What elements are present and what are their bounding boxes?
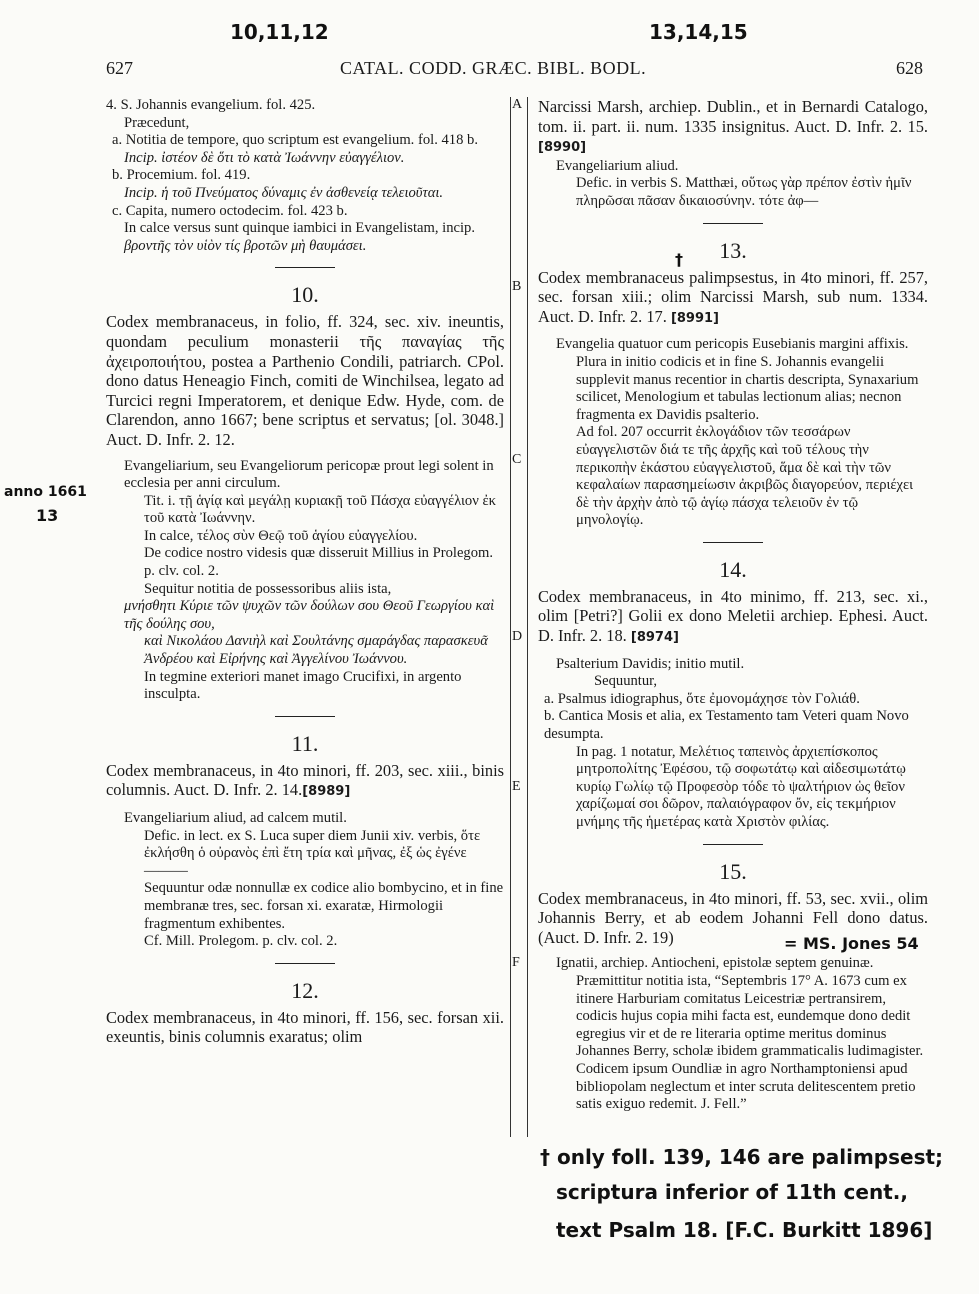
codex-14-handwritten-number: [8974] (630, 630, 679, 646)
column-divider-right (527, 97, 528, 1137)
codex-11-handwritten-number: [8989] (302, 784, 351, 800)
item-4-heading: 4. S. Johannis evangelium. fol. 425. (106, 97, 316, 113)
codex-12-detail-2: Defic. in verbis S. Matthæi, οὕτως γὰρ πρέπον ἐστὶν ἡμῖν πληρῶσαι πᾶσαν δικαιοσύνην. τότε ἀφ— (576, 175, 912, 209)
codex-13-text: Codex membranaceus palimpsestus, in 4to minori, ff. 257, sec. forsan xiii.; olim Narcissi Marsh, sub num. 1334. Auct. D. Infr. 2. 17. (538, 267, 928, 326)
section-rule (703, 542, 763, 543)
praecedunt-label: Præcedunt, (124, 114, 190, 131)
calce-note: In calce versus sunt quinque iambici in Evangelistam, incip. (124, 220, 475, 237)
incip-a: Incip. ἰστέον δὲ ὅτι τὸ κατὰ Ἰωάννην εὐαγγέλιον. (124, 149, 405, 166)
margin-letter-c: C (512, 452, 522, 467)
codex-11-detail-3: Sequuntur odæ nonnullæ ex codice alio bombycino, et in fine membranæ tres, sec. forsan xi. exaratæ, Hirmologii fragmentum exhibentes. (144, 880, 504, 932)
codex-13-handwritten-number: [8991] (670, 310, 720, 326)
codex-number-12: 12. (291, 977, 319, 1003)
margin-letter-b: B (512, 279, 522, 294)
codex-11-text: Codex membranaceus, in 4to minori, ff. 203, sec. xiii., binis columnis. Auct. D. Infr. 2. 14. (106, 760, 504, 800)
codex-11-detail-2: Defic. in lect. ex S. Luca super diem Junii xiv. verbis, ὅτε ἐκλήσθη ὁ οὐρανὸς ἐπὶ ἔτη τρία καὶ μῆνας, ἐξ ὡς ἐγένε——— (144, 827, 481, 879)
codex-11-description (106, 761, 504, 802)
margin-letter-d: D (512, 629, 523, 644)
codex-12-detail-1: Evangeliarium aliud. (556, 157, 679, 174)
codex-number-14: 14. (719, 556, 747, 582)
item-c: c. Capita, numero octodecim. fol. 423 b. (112, 202, 348, 219)
handwritten-top-left: 10,11,12 (230, 20, 329, 44)
codex-12-continuation-text: Narcissi Marsh, archiep. Dublin., et in Bernardi Catalogo, tom. ii. part. ii. num. 1335 insignitus. Auct. D. Infr. 2. 15. (538, 97, 928, 136)
section-rule (275, 963, 335, 964)
codex-13-detail-2: Plura in initio codicis et in fine S. Johannis evangelii supplevit manus recentior in chartis descripta, Synaxarium scilicet, Menologium et tabulas lectionum alias; necnon fragmenta ex Davidis psalterio. (576, 353, 919, 423)
handwritten-dagger: † (675, 250, 683, 269)
page-title: CATAL. CODD. GRÆC. BIBL. BODL. (340, 58, 647, 78)
codex-15-description: Codex membranaceus, in 4to minori, ff. 53, sec. xvii., olim Johannis Berry, et ab eodem Johanni Fell dono datus. (Auct. D. Infr. 2. 19) (538, 888, 928, 947)
codex-number-15: 15. (719, 858, 747, 884)
handwritten-ms-jones: = MS. Jones 54 (784, 934, 919, 953)
handwritten-margin-anno: anno 1661 (4, 484, 87, 500)
codex-14-text: Codex membranaceus, in 4to minimo, ff. 213, sec. xi., olim [Petri?] Golii ex dono Meletii archiep. Ephesi. Auct. D. Infr. 2. 18. (538, 586, 928, 646)
incip-b: Incip. ἡ τοῦ Πνεύματος δύναμις ἐν ἀσθενείᾳ τελειοῦται. (124, 184, 444, 201)
margin-letter-f: F (512, 955, 520, 970)
page-number-left: 627 (106, 58, 133, 78)
codex-14-detail-1: Psalterium Davidis; initio mutil. (556, 655, 745, 672)
codex-14-detail-3: a. Psalmus idiographus, ὅτε ἐμονομάχησε τὸν Γολιάθ. (544, 690, 860, 707)
codex-10-detail-7: καὶ Νικολάου Δανιὴλ καὶ Σουλτάνης σμαράγδας παρασκευᾶ Ἀνδρέου καὶ Εἰρήνης καὶ Ἀγγελίνου Ἰωάννου. (144, 633, 488, 668)
codex-10-detail-1: Evangeliarium, seu Evangeliorum pericopæ prout legi solent in ecclesia per anni circulum. (124, 457, 494, 492)
codex-10-detail-3: In calce, τέλος σὺν Θεῷ τοῦ ἁγίου εὐαγγελίου. (144, 527, 418, 544)
codex-10-description: Codex membranaceus, in folio, ff. 324, sec. xiv. ineuntis, quondam peculium monasterii τῆς παναγίας τῆς ἀχειροποιήτου, postea a Parthenio Condili, patriarch. CPol. dono datus Heneagio Finch, comiti de Winchilsea, legato ad Turcici regni Imperatorem, et denique Edw. Hyde, com. de Clarendon, anno 1667; bene scriptus et servatus; [ol. 3048.] Auct. D. Infr. 2. 12. (106, 312, 504, 449)
codex-15-detail-1: Ignatii, archiep. Antiocheni, epistolæ septem genuinæ. (556, 955, 874, 972)
item-a: a. Notitia de tempore, quo scriptum est evangelium. fol. 418 b. (112, 132, 478, 149)
codex-number-10: 10. (291, 282, 319, 308)
codex-14-description (538, 587, 928, 648)
codex-13-detail-3: Ad fol. 207 occurrit ἐκλογάδιον τῶν τεσσάρων εὐαγγελιστῶν διά τε τῆς ἀρχῆς καὶ τοῦ τέλους τὴν περικοπὴν ἑκάστου εὐαγγελιστοῦ, ἅμα δὲ καὶ τὴν τῶν κεφαλαίων παρασημείωσιν ἀκριβῶς διαγορεύον, περιέχει δὲ τὴν ἀρχὴν ἀπὸ τῷ ἁγίῳ πάσχα τελειοῦν ἐν τῷ μηνολογίῳ. (576, 424, 914, 529)
codex-10-detail-4: De codice nostro videsis quæ disseruit Millius in Prolegom. p. clv. col. 2. (144, 545, 494, 580)
codex-15-detail-2: Præmittitur notitia ista, “Septembris 17° A. 1673 cum ex itinere Harburiam comitatus Leicestriæ pertransirem, codicis hujus copia mihi facta est, eundemque dono dedit egregius vir et de re literaria optime meritus dominus Johannes Berry, scholæ ibidem grammaticalis ludimagister. Codicem ipsum Oundliæ in agro Northamptoniensi apud bibliopolam neglectum et inter scruta delitescentem pretio satis exiguo redemit. J. Fell.” (576, 972, 924, 1113)
codex-10-detail-2: Tit. i. τῇ ἁγίᾳ καὶ μεγάλῃ κυριακῇ τοῦ Πάσχα εὐαγγέλιον ἐκ τοῦ κατὰ Ἰωάννην. (144, 492, 496, 527)
codex-13-detail-1: Evangelia quatuor cum pericopis Eusebianis margini affixis. (556, 336, 909, 353)
codex-10-detail-5: Sequitur notitia de possessoribus aliis ista, (144, 580, 392, 597)
page-number-right: 628 (896, 58, 923, 78)
right-column (538, 97, 928, 1114)
section-rule (703, 844, 763, 845)
handwritten-note-line1: † only foll. 139, 146 are palimpsest; (540, 1145, 944, 1169)
handwritten-margin-13: 13 (36, 506, 59, 525)
codex-11-detail-1: Evangeliarium aliud, ad calcem mutil. (124, 810, 347, 826)
codex-12-continuation (538, 97, 928, 158)
codex-14-detail-4: b. Cantica Mosis et alia, ex Testamento tam Veteri quam Novo desumpta. (544, 708, 909, 743)
codex-11-detail-4: Cf. Mill. Prolegom. p. clv. col. 2. (144, 933, 338, 950)
item-b: b. Procemium. fol. 419. (112, 167, 251, 184)
codex-number-11: 11. (291, 730, 319, 756)
margin-letter-e: E (512, 779, 521, 794)
codex-12-description: Codex membranaceus, in 4to minori, ff. 156, sec. forsan xii. exeuntis, binis columnis exaratus; olim (106, 1007, 504, 1047)
codex-14-detail-2: Sequuntur, (594, 673, 658, 690)
codex-10-detail-8: In tegmine exteriori manet imago Crucifixi, in argento insculpta. (144, 668, 462, 703)
section-rule (703, 223, 763, 224)
handwritten-top-right: 13,14,15 (649, 20, 748, 44)
column-divider-left (510, 97, 511, 1137)
handwritten-note-line2: scriptura inferior of 11th cent., (556, 1180, 908, 1204)
codex-12-handwritten-number: [8990] (538, 140, 587, 156)
codex-13-description (538, 268, 928, 329)
section-rule (275, 267, 335, 268)
codex-14-detail-5: In pag. 1 notatur, Μελέτιος ταπεινὸς ἀρχιεπίσκοπος μητροπολίτης Ἐφέσου, τῷ σοφωτάτῳ καὶ αἰδεσιμωτάτῳ κυρίῳ Γωλίῳ τῷ Προφεσὸρ τόδε τὸ ψαλτήριον ὡς θεῖον χαρίζωμαί σοι δῶρον, παλαιόγραφον ὄν, εἰς τεκμήριον μνήμης τῆς ἡμετέρας κατὰ Χριστὸν φιλίας. (576, 743, 906, 830)
handwritten-note-line3: text Psalm 18. [F.C. Burkitt 1896] (556, 1218, 933, 1242)
margin-letter-a: A (512, 97, 523, 112)
left-column (106, 97, 504, 1047)
codex-number-13: 13. (719, 237, 747, 263)
codex-10-detail-6: μνήσθητι Κύριε τῶν ψυχῶν τῶν δούλων σου Θεοῦ Γεωργίου καὶ τῆς δούλης σου, (124, 598, 495, 632)
section-rule (275, 716, 335, 717)
iambic-verse: βροντῆς τὸν υἱὸν τίς βροτῶν μὴ θαυμάσει. (124, 237, 367, 254)
